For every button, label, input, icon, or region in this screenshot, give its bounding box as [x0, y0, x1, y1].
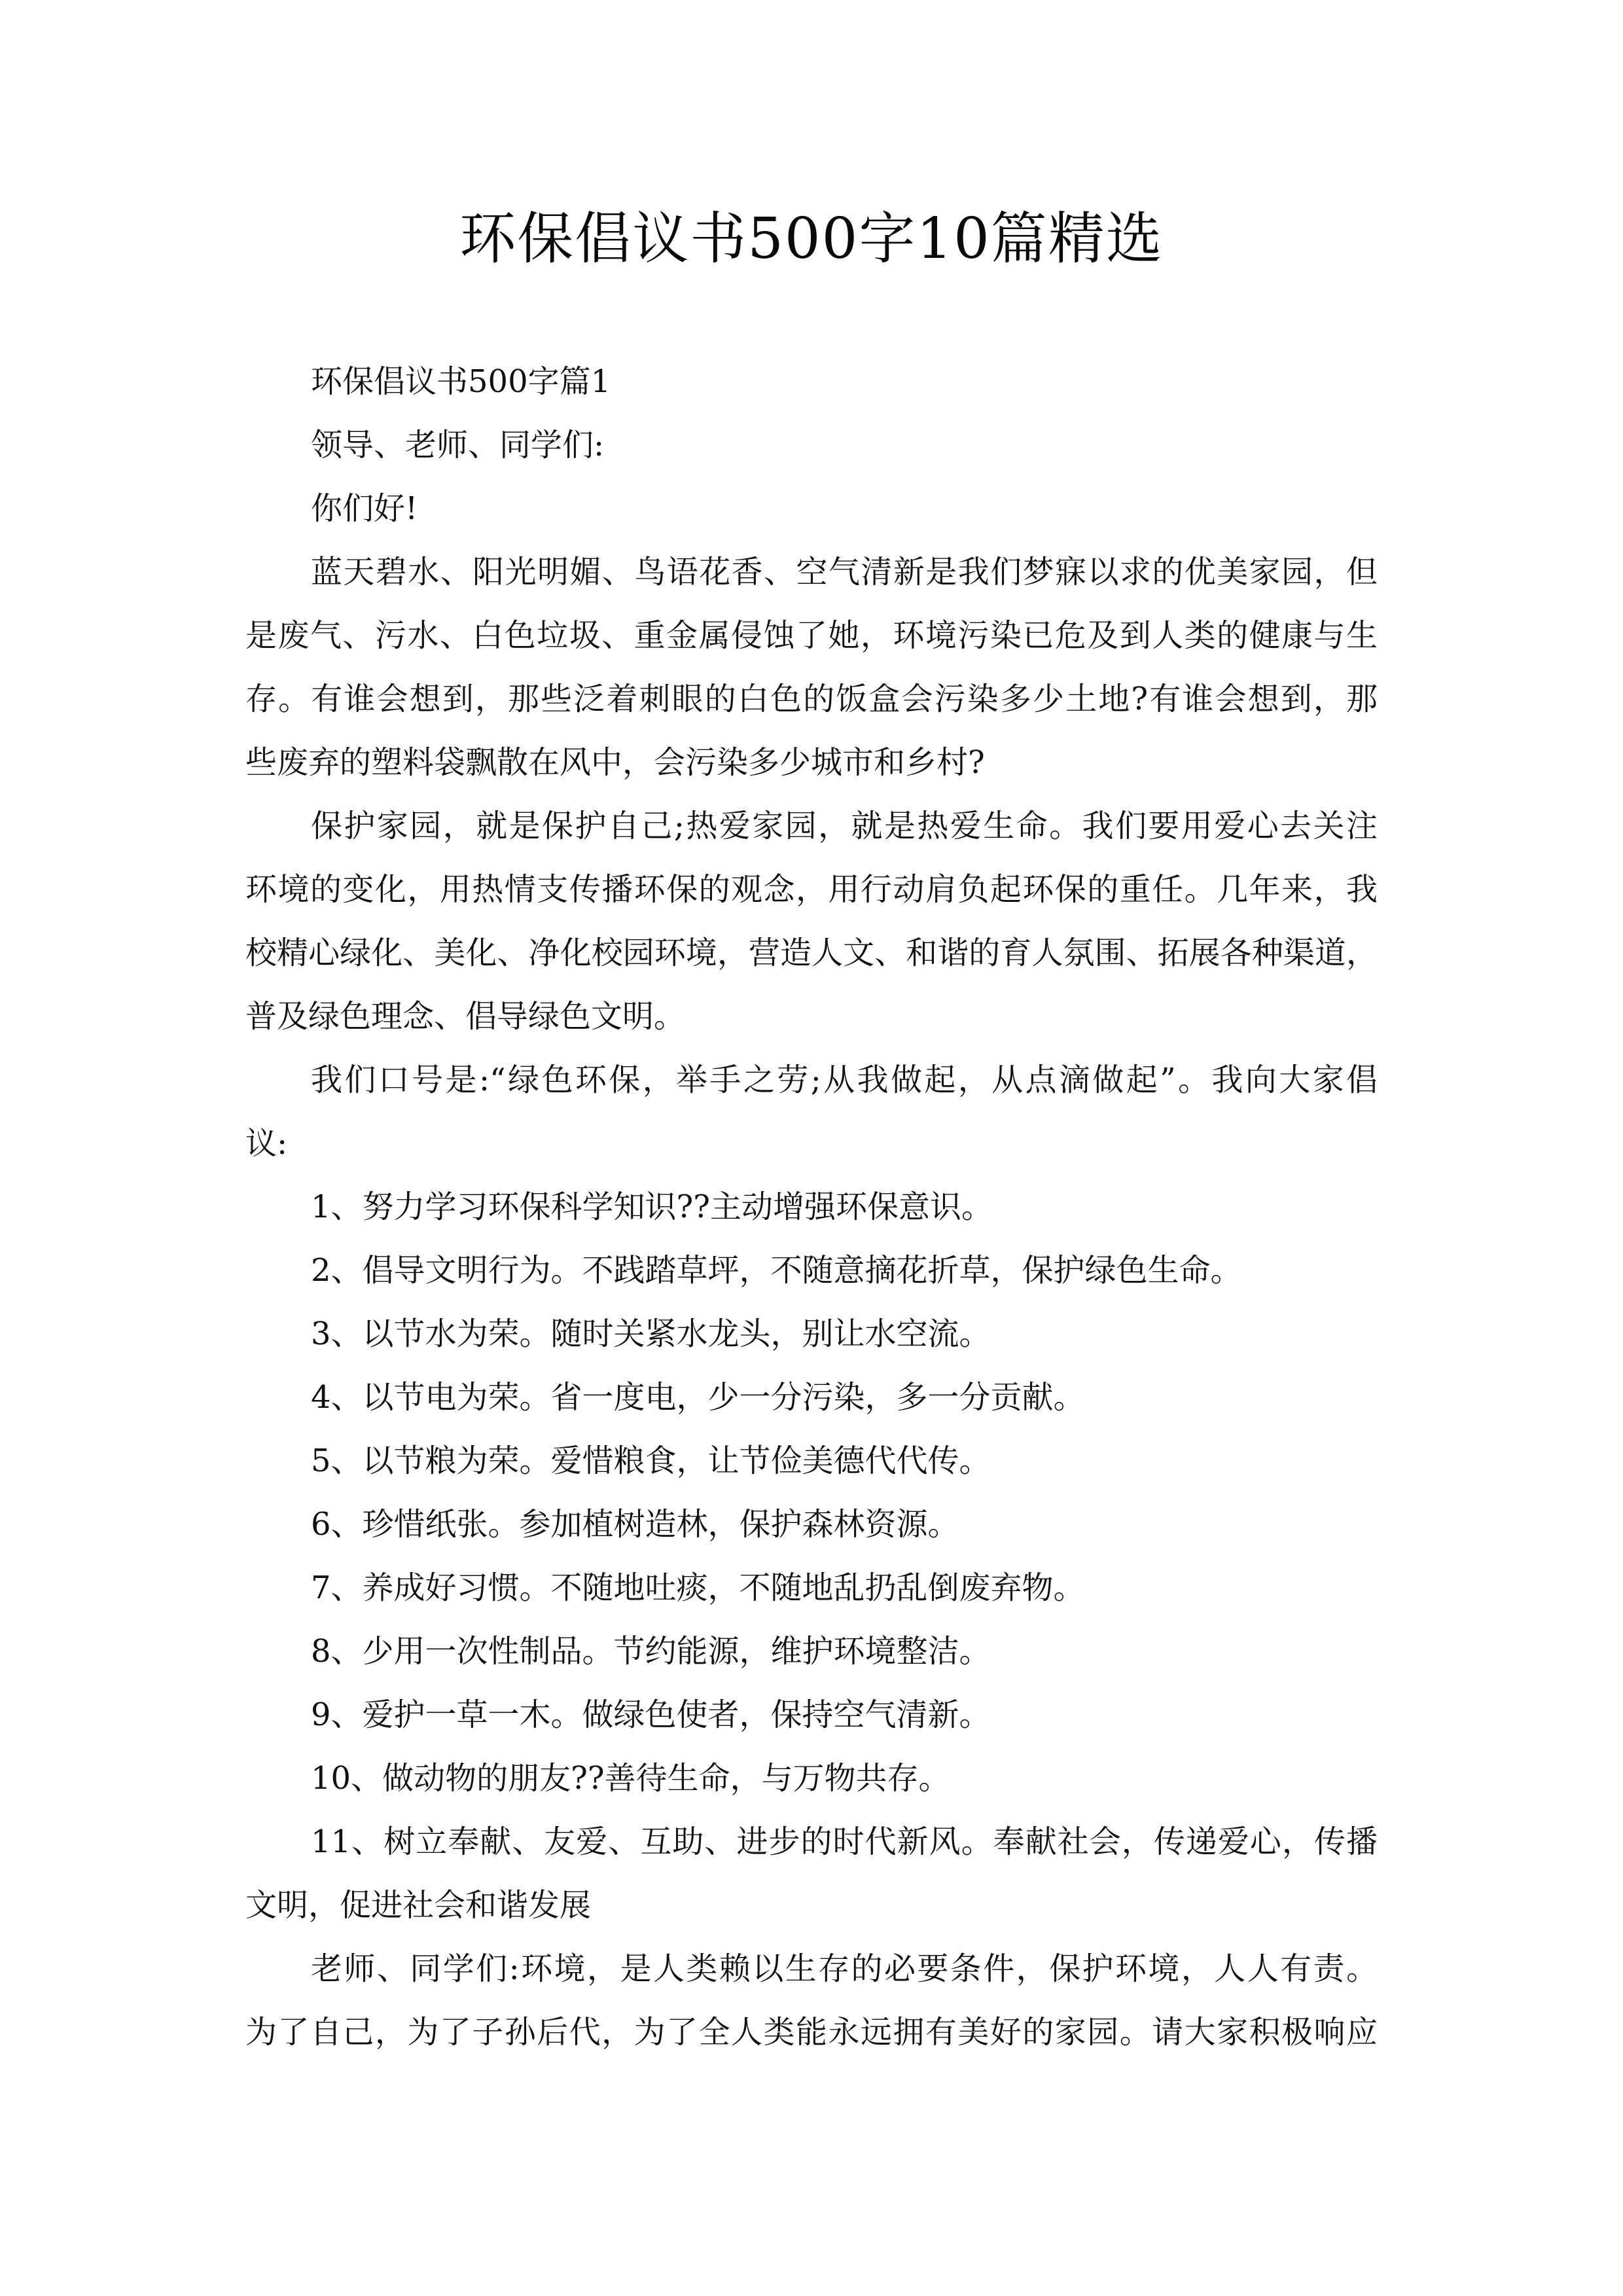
- text-line: 议:: [245, 1125, 288, 1162]
- text-line: 存。有谁会想到，那些泛着刺眼的白色的饭盒会污染多少土地?有谁会想到，那: [245, 681, 1378, 717]
- text-line: 保护家园，就是保护自己;热爱家园，就是热爱生命。我们要用爱心去关注: [311, 808, 1378, 844]
- text-line: 1、努力学习环保科学知识??主动增强环保意识。: [311, 1189, 993, 1225]
- text-line: 校精心绿化、美化、净化校园环境，营造人文、和谐的育人氛围、拓展各种渠道，: [245, 935, 1378, 971]
- text-line: 环境的变化，用热情支传播环保的观念，用行动肩负起环保的重任。几年来，我: [245, 871, 1378, 908]
- text-line: 4、以节电为荣。省一度电，少一分污染，多一分贡献。: [311, 1379, 1085, 1416]
- text-line: 为了自己，为了子孙后代，为了全人类能永远拥有美好的家园。请大家积极响应: [245, 2014, 1378, 2051]
- text-line: 老师、同学们:环境，是人类赖以生存的必要条件，保护环境，人人有责。: [311, 1950, 1378, 1987]
- text-line: 我们口号是:“绿色环保，举手之劳;从我做起，从点滴做起”。我向大家倡: [311, 1062, 1378, 1098]
- text-line: 领导、老师、同学们:: [311, 427, 605, 463]
- text-line: 是废气、污水、白色垃圾、重金属侵蚀了她，环境污染已危及到人类的健康与生: [245, 617, 1378, 654]
- text-line: 蓝天碧水、阳光明媚、鸟语花香、空气清新是我们梦寐以求的优美家园，但: [311, 554, 1378, 590]
- document-title: 环保倡议书500字10篇精选: [459, 206, 1164, 272]
- text-line: 11、树立奉献、友爱、互助、进步的时代新风。奉献社会，传递爱心，传播: [311, 1823, 1378, 1860]
- text-line: 普及绿色理念、倡导绿色文明。: [245, 998, 686, 1035]
- text-line: 3、以节水为荣。随时关紧水龙头，别让水空流。: [311, 1316, 991, 1352]
- text-line: 文明，促进社会和谐发展: [245, 1887, 592, 1924]
- text-line: 5、以节粮为荣。爱惜粮食，让节俭美德代代传。: [311, 1443, 991, 1479]
- text-line: 9、爱护一草一木。做绿色使者，保持空气清新。: [311, 1696, 991, 1733]
- text-line: 你们好!: [311, 490, 418, 527]
- text-line: 6、珍惜纸张。参加植树造林，保护森林资源。: [311, 1506, 959, 1543]
- text-line: 些废弃的塑料袋飘散在风中，会污染多少城市和乡村?: [245, 744, 985, 781]
- text-line: 7、养成好习惯。不随地吐痰，不随地乱扔乱倒废弃物。: [311, 1570, 1085, 1606]
- text-line: 10、做动物的朋友??善待生命，与万物共存。: [311, 1760, 950, 1797]
- document-body: [245, 350, 1378, 2064]
- text-line: 环保倡议书500字篇1: [311, 363, 611, 400]
- text-line: 2、倡导文明行为。不践踏草坪，不随意摘花折草，保护绿色生命。: [311, 1252, 1242, 1289]
- text-line: 8、少用一次性制品。节约能源，维护环境整洁。: [311, 1633, 991, 1670]
